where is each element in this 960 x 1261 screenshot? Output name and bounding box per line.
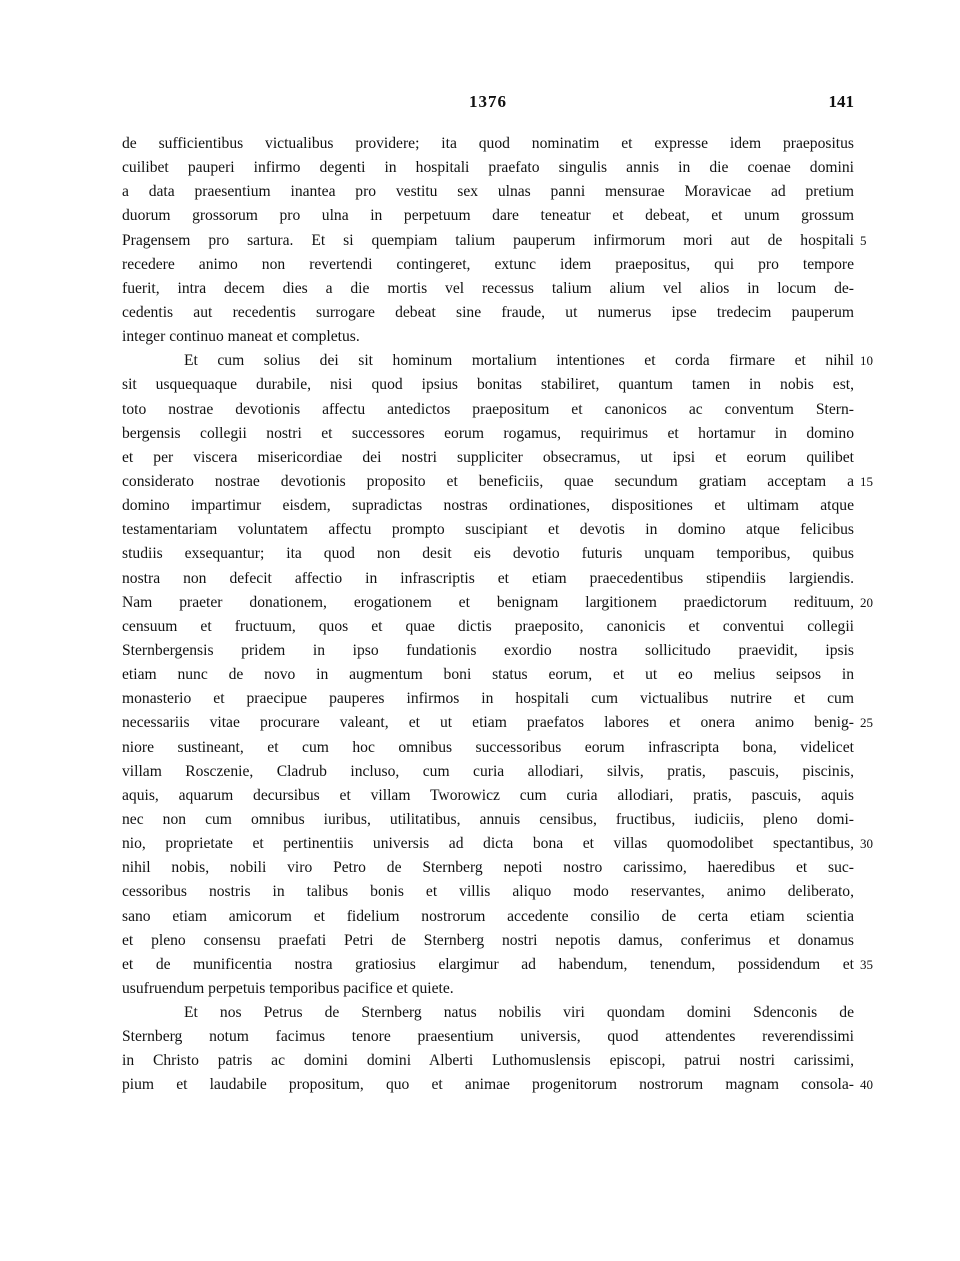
line-text: Sternberg notum facimus tenore praesentium universis, quod attendentes reverendissimi — [122, 1028, 854, 1046]
page-header — [122, 92, 854, 116]
text-line — [122, 1073, 873, 1097]
text-line — [122, 711, 873, 735]
line-text: monasterio et praecipue pauperes infirmos in hospitali cum victualibus nutrire et cum — [122, 690, 854, 708]
line-text: fuerit, intra decem dies a die mortis vel recessus talium alium vel alios in locum de- — [122, 279, 854, 297]
line-number: 40 — [860, 1077, 873, 1093]
line-text: bergensis collegii nostri et successores eorum rogamus, requirimus et hortamur in domino — [122, 424, 854, 442]
text-line — [122, 977, 854, 1001]
line-text: studiis exsequantur; ita quod non desit eis devotio futuris unquam temporibus, quibus — [122, 545, 854, 563]
text-line — [122, 301, 854, 325]
text-line — [122, 663, 854, 687]
text-line — [122, 591, 873, 615]
line-text: cedentis aut recedentis surrogare debeat sine fraude, ut numerus ipse tredecim pauperum — [122, 303, 854, 321]
line-text: usufruendum perpetuis temporibus pacifice et quiete. — [122, 979, 454, 997]
text-line — [122, 446, 854, 470]
line-text: recedere animo non revertendi contingeret, extunc idem praepositus, qui pro tempore — [122, 255, 854, 273]
text-line — [122, 760, 854, 784]
text-line — [122, 398, 854, 422]
text-line — [122, 736, 854, 760]
text-line — [122, 953, 873, 977]
line-text: Pragensem pro sartura. Et si quempiam talium pauperum infirmorum mori aut de hospitali — [122, 231, 854, 249]
text-line — [122, 856, 854, 880]
text-line — [122, 253, 854, 277]
text-line — [122, 1025, 854, 1049]
text-line — [122, 204, 854, 228]
text-line — [122, 1049, 854, 1073]
line-text: testamentariam voluntatem affectu prompto suscipiant et devotis in domino atque felicibus — [122, 521, 854, 539]
text-line — [122, 905, 854, 929]
line-text: niore sustineant, et cum hoc omnibus successoribus eorum infrascripta bona, videlicet — [122, 738, 854, 756]
line-text: domino impartimur eisdem, supradictas nostras ordinationes, dispositiones et ultimam atque — [122, 497, 854, 515]
text-line — [122, 277, 854, 301]
line-text: de sufficientibus victualibus providere; ita quod nominatim et expresse idem praepositus — [122, 135, 854, 152]
line-text: etiam nunc de novo in augmentum boni status eorum, et ut eo melius seipsos in — [122, 666, 854, 684]
line-text: villam Rosczenie, Cladrub incluso, cum curia allodiari, silvis, pratis, pascuis, piscinis, — [122, 762, 854, 780]
line-text: nio, proprietate et pertinentiis universis ad dicta bona et villas quomodolibet spectantibus, — [122, 835, 854, 853]
line-text: in Christo patris ac domini domini Alberti Luthomuslensis episcopi, patrui nostri carissimi, — [122, 1052, 854, 1070]
line-text: integer continuo maneat et completus. — [122, 328, 360, 346]
text-line — [122, 373, 854, 397]
line-text: nec non cum omnibus iuribus, utilitatibus, annuis censibus, fructibus, iudiciis, pleno domi- — [122, 810, 854, 828]
line-text: et de munificentia nostra gratiosius elargimur ad habendum, tenendum, possidendum et — [122, 955, 854, 973]
line-text: cuilibet pauperi infirmo degenti in hospitali praefato singulis annis in die coenae domini — [122, 159, 854, 177]
line-text: sit usquequaque durabile, nisi quod ipsius bonitas stabiliret, quantum tamen in nobis est, — [122, 376, 854, 394]
text-line — [122, 349, 873, 373]
text-line — [122, 325, 854, 349]
text-line — [122, 615, 854, 639]
text-line — [122, 229, 867, 253]
text-line — [122, 132, 854, 156]
line-text: censuum et fructuum, quos et quae dictis praeposito, canonicis et conventui collegii — [122, 617, 854, 635]
text-line — [122, 929, 854, 953]
text-line — [122, 808, 854, 832]
text-line — [122, 687, 854, 711]
text-line — [122, 518, 854, 542]
text-line — [122, 542, 854, 566]
line-text: Nam praeter donationem, erogationem et benignam largitionem praedictorum redituum, — [122, 593, 854, 611]
line-text: sano etiam amicorum et fidelium nostrorum accedente consilio de certa etiam scientia — [122, 907, 854, 925]
line-number: 15 — [860, 473, 873, 489]
line-text: considerato nostrae devotionis proposito et beneficiis, quae secundum gratiam acceptam a — [122, 472, 854, 490]
line-number: 35 — [860, 956, 873, 972]
line-number: 5 — [860, 232, 867, 248]
body-text — [122, 132, 873, 1098]
text-line — [122, 639, 854, 663]
line-text: et pleno consensu praefati Petri de Sternberg nostri nepotis damus, conferimus et donamus — [122, 931, 854, 949]
line-text: duorum grossorum pro ulna in perpetuum dare teneatur et debeat, et unum grossum — [122, 207, 854, 225]
text-line — [122, 470, 873, 494]
line-text: et per viscera misericordiae dei nostri suppliciter obsecramus, ut ipsi et eorum quilibet — [122, 448, 854, 466]
text-line — [122, 180, 854, 204]
line-text: nostra non defecit affectio in infrascriptis et etiam praecedentibus stipendiis largiendis. — [122, 569, 854, 587]
line-text: cessoribus nostris in talibus bonis et villis aliquo modo reservantes, animo deliberato, — [122, 883, 854, 901]
text-line — [122, 832, 873, 856]
text-line — [122, 784, 854, 808]
line-number: 25 — [860, 715, 873, 731]
line-text: nihil nobis, nobili viro Petro de Sternberg nepoti nostro carissimo, haeredibus et suc- — [122, 859, 854, 877]
line-number: 10 — [860, 353, 873, 369]
header-year: 1376 — [469, 92, 507, 111]
line-number: 30 — [860, 836, 873, 852]
text-line — [122, 156, 854, 180]
line-text: Et nos Petrus de Sternberg natus nobilis viri quondam domini Sdenconis de — [184, 1004, 854, 1022]
text-line — [122, 1001, 854, 1025]
line-text: aquis, aquarum decursibus et villam Tworowicz cum curia allodiari, pratis, pascuis, aquis — [122, 786, 854, 804]
text-line — [122, 494, 854, 518]
line-number: 20 — [860, 594, 873, 610]
line-text: Et cum solius dei sit hominum mortalium intentiones et corda firmare et nihil — [184, 352, 854, 370]
text-line — [122, 422, 854, 446]
text-line — [122, 880, 854, 904]
line-text: a data praesentium inantea pro vestitu sex ulnas panni mensurae Moravicae ad pretium — [122, 183, 854, 201]
line-text: toto nostrae devotionis affectu antedictos praepositum et canonicos ac conventum Stern- — [122, 400, 854, 418]
line-text: necessariis vitae procurare valeant, et ut etiam praefatos labores et onera animo benig- — [122, 714, 854, 732]
text-line — [122, 567, 854, 591]
page-number: 141 — [828, 92, 854, 111]
line-text: pium et laudabile propositum, quo et animae progenitorum nostrorum magnam consola- — [122, 1076, 854, 1094]
line-text: Sternbergensis pridem in ipso fundationis exordio nostra sollicitudo praevidit, ipsis — [122, 641, 854, 659]
